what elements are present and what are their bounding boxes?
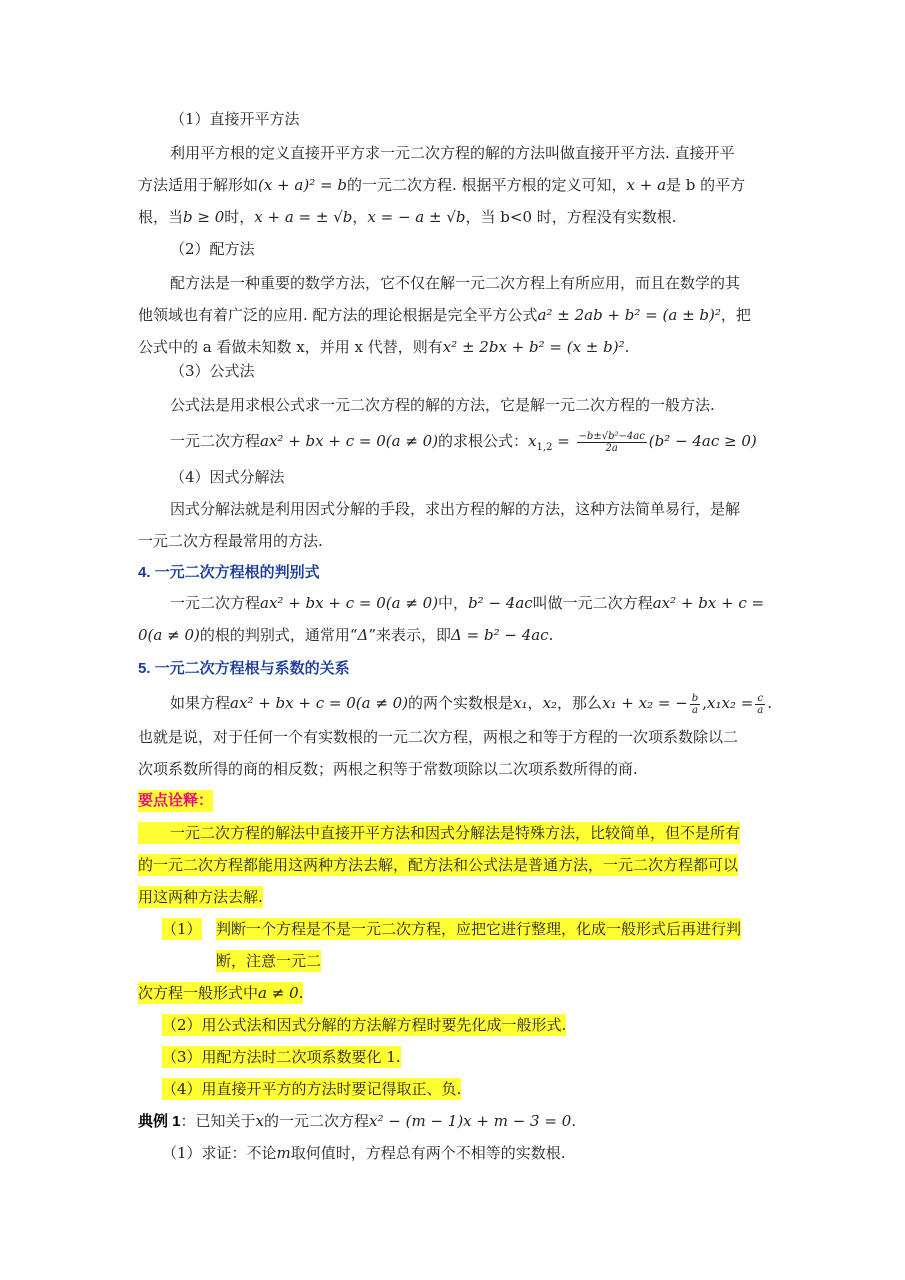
h5-para-line3: 次项系数所得的商的相反数；两根之积等于常数项除以二次项系数所得的商. bbox=[138, 760, 638, 778]
s4-title: （4）因式分解法 bbox=[170, 468, 285, 486]
keypoints-line1: 一元二次方程的解法中直接开平方法和因式分解法是特殊方法，比较简单，但不是所有 bbox=[138, 822, 740, 844]
s2-para-line3: 公式中的 a 看做未知数 x，并用 x 代替，则有x² ± 2bx + b² = (x ± b)². bbox=[138, 338, 630, 356]
keypoints-line3: 用这两种方法去解. bbox=[138, 888, 263, 906]
keypoints-title: 要点诠释： bbox=[138, 790, 213, 812]
s1-para-line3: 根，当b ≥ 0时，x + a = ± √b，x = − a ± √b，当 b<0 时，方程没有实数根. bbox=[138, 208, 677, 226]
h4-para-line1: 一元二次方程ax² + bx + c = 0(a ≠ 0)中，b² − 4ac叫做一元二次方程ax² + bx + c = bbox=[170, 594, 765, 612]
s2-para-line1: 配方法是一种重要的数学方法，它不仅在解一元二次方程上有所应用，而且在数学的其 bbox=[170, 274, 741, 292]
h5-para-line1: 如果方程ax² + bx + c = 0(a ≠ 0)的两个实数根是x₁，x₂，那么x₁ + x₂ = − $\frac{b}{a}$ ,x₁x₂ = $\frac{c}{a}$ . bbox=[170, 692, 773, 716]
keypoint-item1-line1: 判断一个方程是不是一元二次方程，应把它进行整理，化成一般形式后再进行判 bbox=[216, 920, 742, 938]
s2-para-line2: 他领域也有着广泛的应用. 配方法的理论根据是完全平方公式a² ± 2ab + b² = (a ± b)²，把 bbox=[138, 306, 751, 324]
keypoint-item2: （2）用公式法和因式分解的方法解方程时要先化成一般形式. bbox=[162, 1016, 567, 1034]
s1-para-line2: 方法适用于解形如(x + a)² = b的一元二次方程. 根据平方根的定义可知，x + a是 b 的平方 bbox=[138, 176, 746, 194]
keypoint-item3: （3）用配方法时二次项系数要化 1. bbox=[162, 1048, 401, 1066]
h4-para-line2: 0(a ≠ 0)的根的判别式，通常用“Δ”来表示，即Δ = b² − 4ac. bbox=[138, 626, 554, 644]
keypoint-item1-line2: 断，注意一元二 bbox=[216, 952, 322, 970]
heading-vieta: 5. 一元二次方程根与系数的关系 bbox=[138, 660, 350, 677]
s4-para-line2: 一元二次方程最常用的方法. bbox=[138, 532, 323, 550]
s1-para-line1: 利用平方根的定义直接开平方求一元二次方程的解的方法叫做直接开平方法. 直接开平 bbox=[170, 144, 735, 162]
example-question1: （1）求证：不论m取何值时，方程总有两个不相等的实数根. bbox=[162, 1144, 566, 1162]
heading-discriminant: 4. 一元二次方程根的判别式 bbox=[138, 564, 320, 581]
s4-para-line1: 因式分解法就是利用因式分解的手段，求出方程的解的方法，这种方法简单易行，是解 bbox=[170, 500, 741, 518]
h5-para-line2: 也就是说，对于任何一个有实数根的一元二次方程，两根之和等于方程的一次项系数除以二 bbox=[138, 728, 739, 746]
keypoints-line2: 的一元二次方程都能用这两种方法去解，配方法和公式法是普通方法，一元二次方程都可以 bbox=[138, 856, 739, 874]
s1-title: （1）直接开平方法 bbox=[170, 110, 300, 128]
quadratic-formula-fraction: $\frac{\text{−b±√b²−4ac}}{2a}$ bbox=[578, 430, 645, 454]
s3-para-line1: 公式法是用求根公式求一元二次方程的解的方法，它是解一元二次方程的一般方法. bbox=[170, 396, 715, 414]
keypoint-item1-num: （1） bbox=[162, 920, 202, 938]
s2-title: （2）配方法 bbox=[170, 240, 255, 258]
s3-title: （3）公式法 bbox=[170, 362, 255, 380]
keypoint-item1-line3: 次方程一般形式中a ≠ 0. bbox=[138, 984, 304, 1002]
example-label: 典例 1 bbox=[138, 1113, 181, 1130]
s3-formula-line: 一元二次方程ax² + bx + c = 0(a ≠ 0)的求根公式：$x_{1,2}$ = $\frac{\text{−b±√b²−4ac}}{2a}$ (b² − 4ac ≥ 0) bbox=[170, 430, 757, 454]
keypoint-item4: （4）用直接开平方的方法时要记得取正、负. bbox=[162, 1080, 462, 1098]
example-line: 典例 1：已知关于x的一元二次方程x² − (m − 1)x + m − 3 = 0. bbox=[138, 1112, 577, 1130]
